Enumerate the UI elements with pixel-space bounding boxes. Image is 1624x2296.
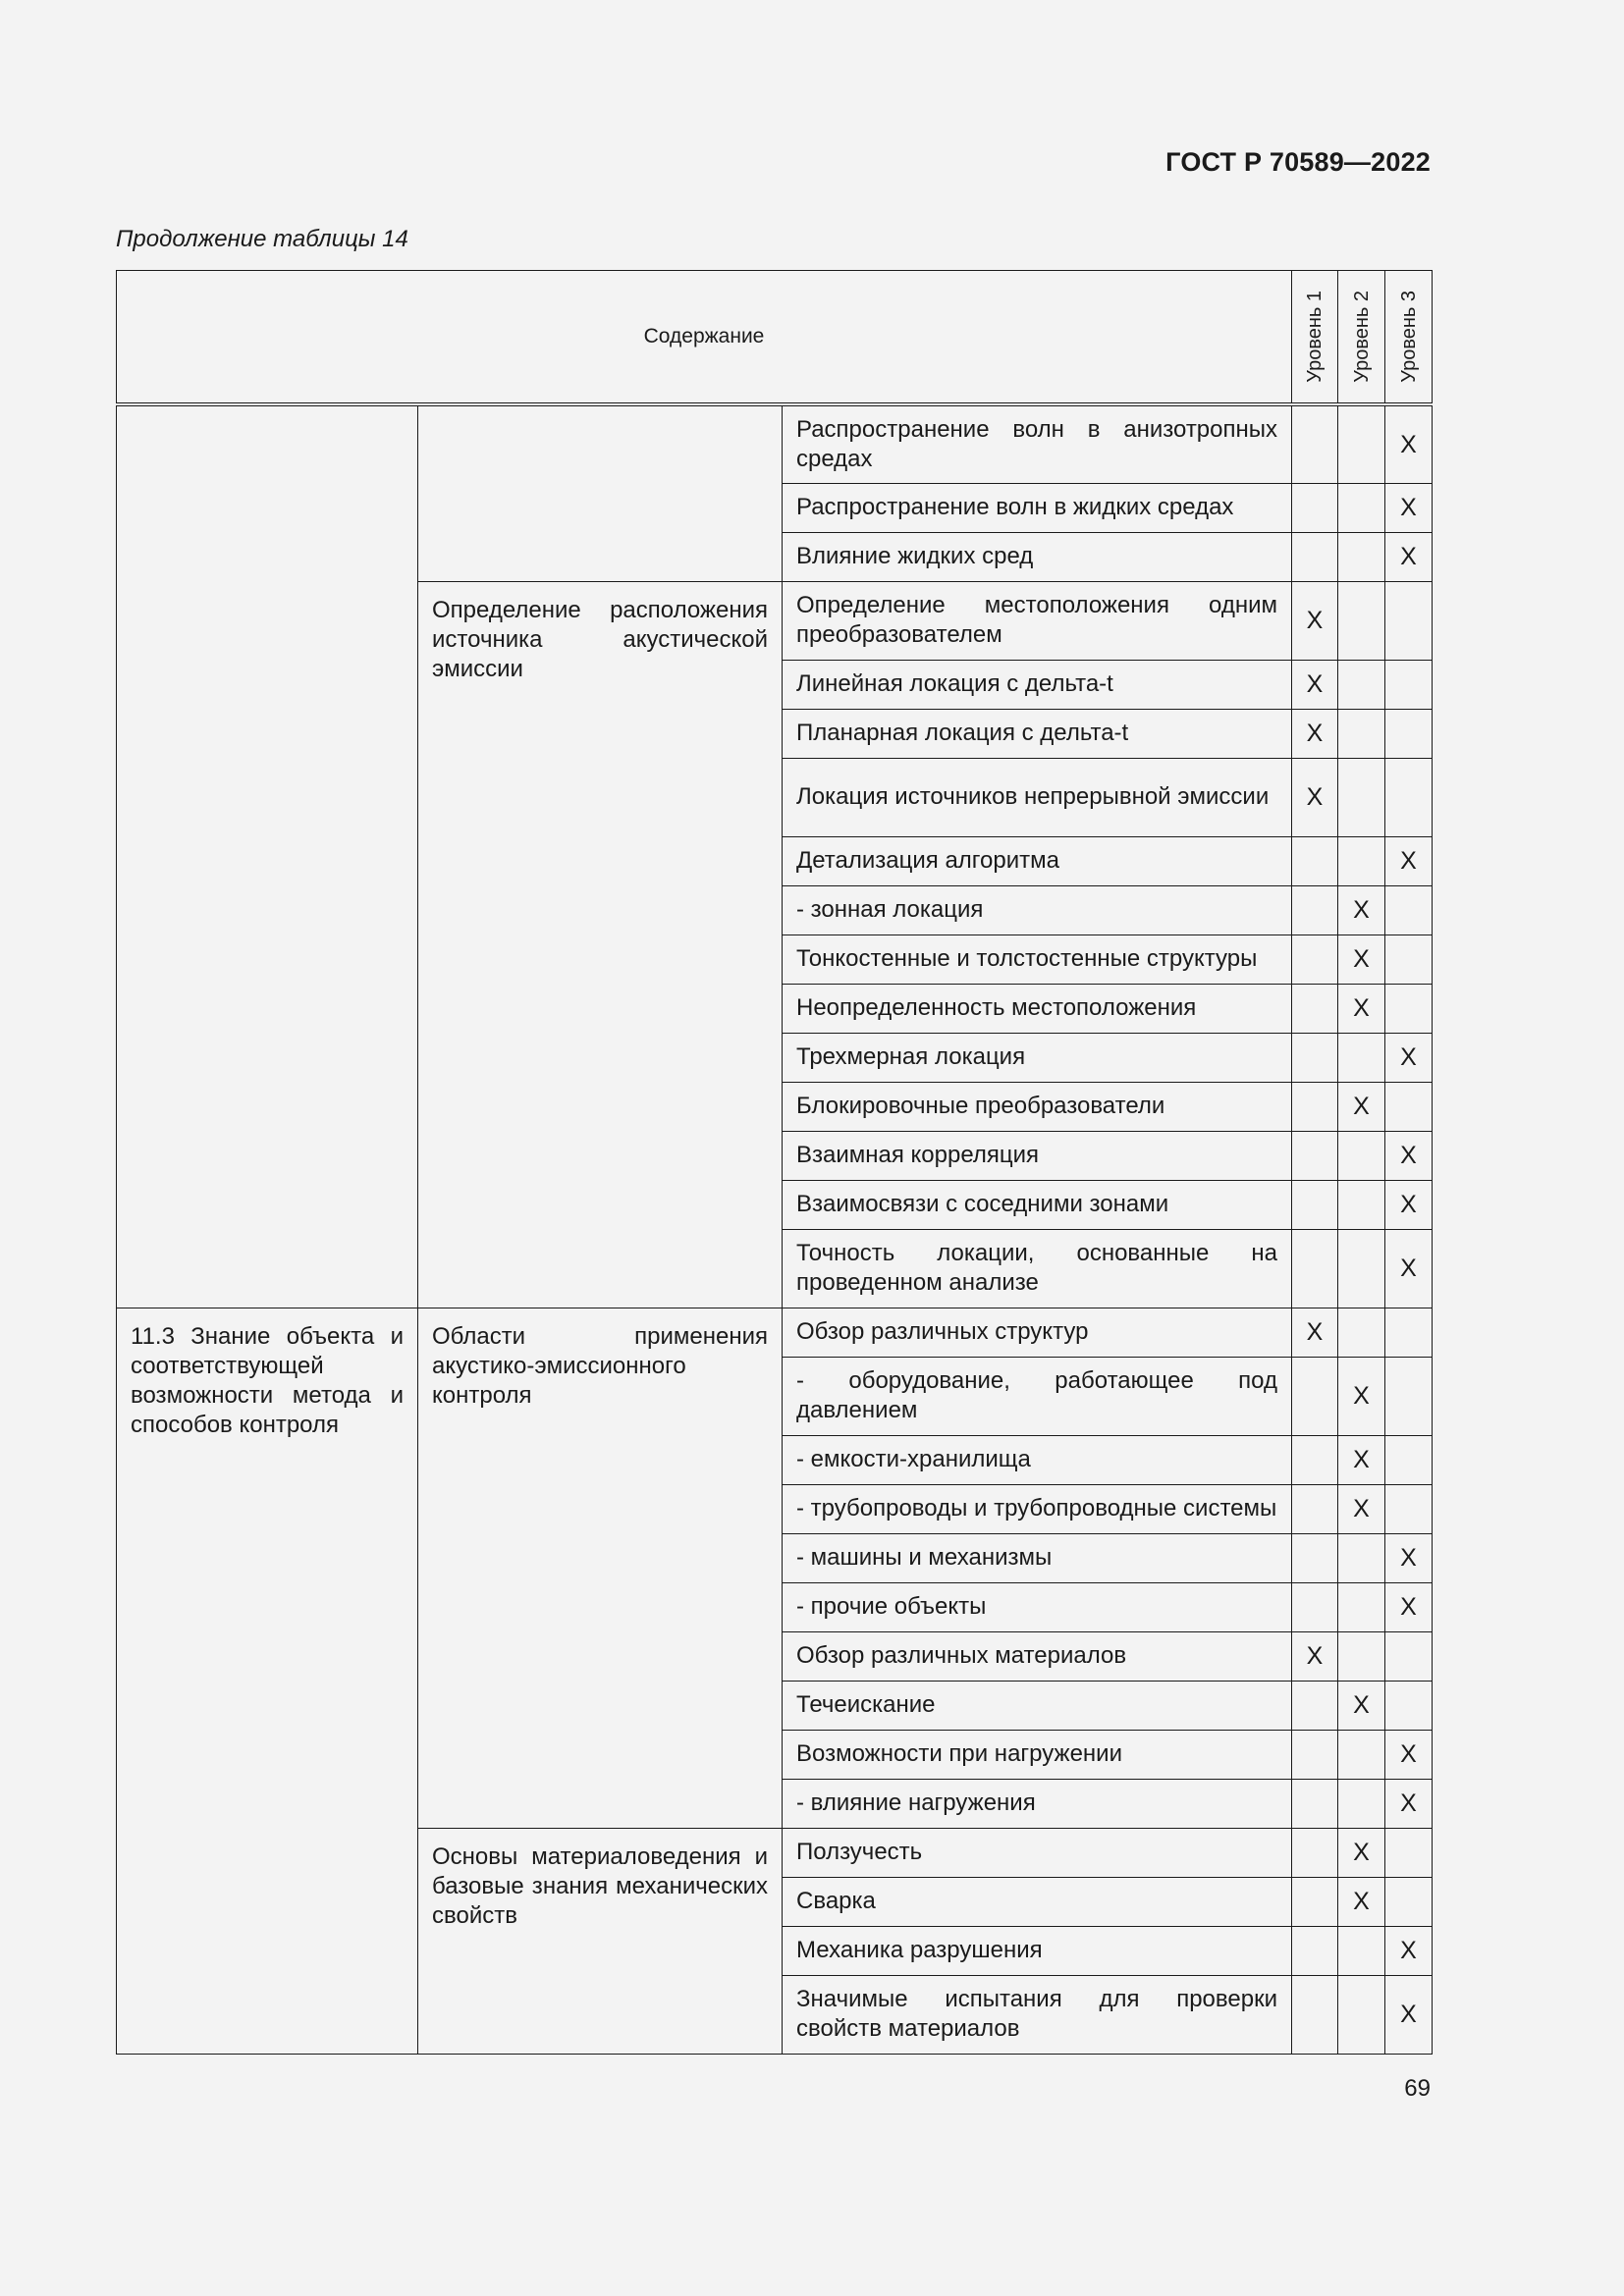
content-cell: Неопределенность местоположения [783, 984, 1292, 1033]
level-1-mark [1292, 836, 1338, 885]
level-1-mark [1292, 1082, 1338, 1131]
level-2-mark [1338, 581, 1385, 660]
standard-designation: ГОСТ Р 70589—2022 [1165, 147, 1431, 177]
content-cell: Обзор различных материалов [783, 1631, 1292, 1681]
level-2-mark [1338, 483, 1385, 532]
section-cell [117, 404, 418, 1308]
level-1-mark [1292, 1033, 1338, 1082]
header-content: Содержание [117, 271, 1292, 405]
level-3-mark [1385, 1435, 1433, 1484]
level-2-mark: X [1338, 1357, 1385, 1435]
content-cell: Трехмерная локация [783, 1033, 1292, 1082]
level-3-mark: X [1385, 1180, 1433, 1229]
level-2-mark [1338, 1131, 1385, 1180]
level-3-mark: X [1385, 1582, 1433, 1631]
level-3-mark [1385, 1877, 1433, 1926]
level-1-mark [1292, 1131, 1338, 1180]
level-3-mark: X [1385, 1926, 1433, 1975]
level-2-mark [1338, 1730, 1385, 1779]
level-3-mark [1385, 581, 1433, 660]
level-3-mark [1385, 758, 1433, 836]
header-level-1-label: Уровень 1 [1304, 291, 1326, 383]
topic-cell: Определение расположения источника акустической эмиссии [418, 581, 783, 1308]
content-cell: - оборудование, работающее под давлением [783, 1357, 1292, 1435]
level-3-mark [1385, 709, 1433, 758]
content-cell: - зонная локация [783, 885, 1292, 934]
content-cell: Распространение волн в анизотропных средах [783, 404, 1292, 483]
level-3-mark: X [1385, 483, 1433, 532]
level-2-mark: X [1338, 1484, 1385, 1533]
content-cell: Тонкостенные и толстостенные структуры [783, 934, 1292, 984]
header-level-2 [1338, 271, 1385, 405]
level-2-mark: X [1338, 1877, 1385, 1926]
level-1-mark [1292, 1877, 1338, 1926]
level-3-mark: X [1385, 1730, 1433, 1779]
content-cell: - машины и механизмы [783, 1533, 1292, 1582]
level-3-mark [1385, 1631, 1433, 1681]
level-1-mark [1292, 885, 1338, 934]
level-2-mark [1338, 660, 1385, 709]
level-3-mark: X [1385, 1975, 1433, 2054]
content-cell: - прочие объекты [783, 1582, 1292, 1631]
level-3-mark [1385, 984, 1433, 1033]
level-1-mark [1292, 1975, 1338, 2054]
level-1-mark [1292, 1730, 1338, 1779]
content-cell: Линейная локация с дельта-t [783, 660, 1292, 709]
header-level-1 [1292, 271, 1338, 405]
level-2-mark: X [1338, 1828, 1385, 1877]
level-2-mark [1338, 1926, 1385, 1975]
level-1-mark [1292, 532, 1338, 581]
level-1-mark [1292, 1180, 1338, 1229]
level-1-mark: X [1292, 1631, 1338, 1681]
content-cell: Точность локации, основанные на проведенном анализе [783, 1229, 1292, 1308]
level-1-mark [1292, 1828, 1338, 1877]
level-1-mark [1292, 984, 1338, 1033]
table-header-row [117, 271, 1433, 405]
content-cell: Планарная локация с дельта-t [783, 709, 1292, 758]
level-3-mark: X [1385, 532, 1433, 581]
level-3-mark: X [1385, 1533, 1433, 1582]
table-body [117, 404, 1433, 2054]
level-1-mark: X [1292, 1308, 1338, 1357]
content-cell: - влияние нагружения [783, 1779, 1292, 1828]
level-3-mark [1385, 885, 1433, 934]
level-1-mark [1292, 1681, 1338, 1730]
topic-cell [418, 404, 783, 581]
level-2-mark [1338, 1975, 1385, 2054]
level-1-mark: X [1292, 660, 1338, 709]
content-cell: Взаимная корреляция [783, 1131, 1292, 1180]
table-row [117, 404, 1433, 483]
level-2-mark: X [1338, 1082, 1385, 1131]
level-3-mark [1385, 660, 1433, 709]
header-level-2-label: Уровень 2 [1350, 291, 1373, 383]
content-cell: Обзор различных структур [783, 1308, 1292, 1357]
level-2-mark [1338, 1180, 1385, 1229]
level-1-mark [1292, 1779, 1338, 1828]
section-cell: 11.3 Знание объекта и соответствующей возможности метода и способов контроля [117, 1308, 418, 2054]
content-cell: Механика разрушения [783, 1926, 1292, 1975]
level-3-mark [1385, 1357, 1433, 1435]
level-1-mark: X [1292, 709, 1338, 758]
level-3-mark: X [1385, 1033, 1433, 1082]
level-2-mark [1338, 1308, 1385, 1357]
level-3-mark [1385, 1082, 1433, 1131]
content-cell: Возможности при нагружении [783, 1730, 1292, 1779]
content-cell: Локация источников непрерывной эмиссии [783, 758, 1292, 836]
level-1-mark [1292, 1484, 1338, 1533]
header-level-3 [1385, 271, 1433, 405]
level-2-mark [1338, 758, 1385, 836]
header-level-3-label: Уровень 3 [1397, 291, 1420, 383]
level-2-mark: X [1338, 1435, 1385, 1484]
level-2-mark [1338, 709, 1385, 758]
level-3-mark: X [1385, 1779, 1433, 1828]
topic-cell: Области применения акустико-эмиссионного контроля [418, 1308, 783, 1828]
content-cell: Ползучесть [783, 1828, 1292, 1877]
content-cell: - трубопроводы и трубопроводные системы [783, 1484, 1292, 1533]
level-3-mark [1385, 1681, 1433, 1730]
level-3-mark: X [1385, 1229, 1433, 1308]
level-2-mark: X [1338, 885, 1385, 934]
content-cell: Детализация алгоритма [783, 836, 1292, 885]
level-1-mark [1292, 1229, 1338, 1308]
content-cell: Сварка [783, 1877, 1292, 1926]
level-1-mark: X [1292, 758, 1338, 836]
level-2-mark [1338, 1533, 1385, 1582]
level-2-mark: X [1338, 984, 1385, 1033]
topic-cell: Основы материаловедения и базовые знания механических свойств [418, 1828, 783, 2054]
content-cell: Взаимосвязи с соседними зонами [783, 1180, 1292, 1229]
level-2-mark [1338, 1033, 1385, 1082]
table-caption: Продолжение таблицы 14 [116, 226, 408, 252]
page-number: 69 [1404, 2075, 1431, 2102]
content-cell: - емкости-хранилища [783, 1435, 1292, 1484]
level-2-mark [1338, 1229, 1385, 1308]
level-2-mark [1338, 1779, 1385, 1828]
level-1-mark [1292, 1582, 1338, 1631]
level-3-mark [1385, 1308, 1433, 1357]
level-1-mark: X [1292, 581, 1338, 660]
level-2-mark [1338, 404, 1385, 483]
content-cell: Течеискание [783, 1681, 1292, 1730]
requirements-table [116, 270, 1433, 2055]
level-1-mark [1292, 1357, 1338, 1435]
content-cell: Влияние жидких сред [783, 532, 1292, 581]
level-3-mark [1385, 1828, 1433, 1877]
content-cell: Распространение волн в жидких средах [783, 483, 1292, 532]
level-2-mark [1338, 532, 1385, 581]
level-1-mark [1292, 404, 1338, 483]
level-3-mark [1385, 1484, 1433, 1533]
level-2-mark [1338, 836, 1385, 885]
level-3-mark: X [1385, 404, 1433, 483]
level-2-mark: X [1338, 934, 1385, 984]
level-2-mark [1338, 1631, 1385, 1681]
level-1-mark [1292, 483, 1338, 532]
level-3-mark [1385, 934, 1433, 984]
content-cell: Блокировочные преобразователи [783, 1082, 1292, 1131]
level-1-mark [1292, 1435, 1338, 1484]
level-3-mark: X [1385, 836, 1433, 885]
level-2-mark: X [1338, 1681, 1385, 1730]
level-1-mark [1292, 1533, 1338, 1582]
table-row [117, 1308, 1433, 1357]
level-1-mark [1292, 934, 1338, 984]
content-cell: Значимые испытания для проверки свойств материалов [783, 1975, 1292, 2054]
level-2-mark [1338, 1582, 1385, 1631]
level-3-mark: X [1385, 1131, 1433, 1180]
level-1-mark [1292, 1926, 1338, 1975]
content-cell: Определение местоположения одним преобразователем [783, 581, 1292, 660]
